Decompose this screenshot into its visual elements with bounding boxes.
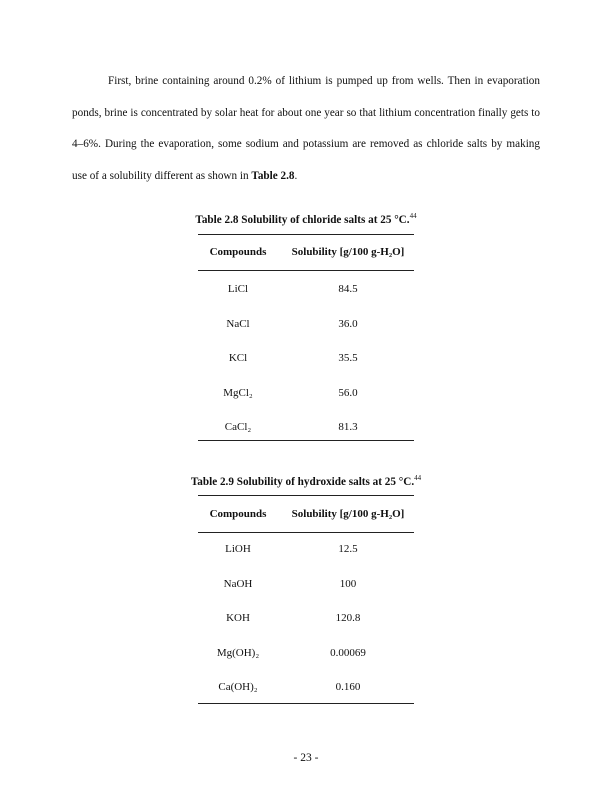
- caption-text: Table 2.9 Solubility of hydroxide salts at 25 °C.: [190, 476, 415, 488]
- solubility-cell: 100: [339, 577, 357, 590]
- compound-cell: LiCl: [227, 283, 249, 295]
- compound-cell: NaOH: [223, 577, 253, 590]
- body-paragraph: [72, 66, 540, 192]
- table-header-rule: [198, 532, 414, 533]
- compound-cell: MgCl₂: [223, 386, 253, 399]
- solubility-cell: 0.00069: [330, 646, 366, 659]
- table-header-rule: [198, 270, 414, 271]
- solubility-cell: 36.0: [338, 317, 358, 330]
- paragraph-text: First, brine containing around 0.2% of lithium is pumped up from wells. Then in evaporation ponds, brine is concentrated by solar heat for about one year so that lithium concentration finally gets to 4–6%. During the evaporation, some sodium and potassium are removed as chloride salts by making use of a solubility different as shown in: [72, 75, 540, 182]
- header-solubility: Solubility [g/100 g-H₂O]: [291, 246, 405, 258]
- compound-cell: Mg(OH)₂: [216, 646, 260, 659]
- table-top-rule: [198, 234, 414, 235]
- caption-text: Table 2.8 Solubility of chloride salts at 25 °C.: [195, 214, 410, 226]
- header-solubility: Solubility [g/100 g-H₂O]: [291, 508, 405, 520]
- paragraph-end: .: [294, 169, 298, 182]
- table-2-9-caption: [0, 474, 612, 488]
- citation-ref: 44: [414, 474, 422, 482]
- table-2-8-caption: [0, 212, 612, 226]
- solubility-cell: 0.160: [335, 681, 361, 694]
- compound-cell: Ca(OH)₂: [218, 681, 258, 694]
- page-number: - 23 -: [293, 752, 319, 764]
- solubility-cell: 84.5: [338, 283, 358, 295]
- solubility-cell: 81.3: [338, 421, 358, 434]
- solubility-cell: 56.0: [338, 386, 358, 399]
- compound-cell: KCl: [228, 352, 248, 365]
- citation-ref: 44: [409, 212, 417, 220]
- table-reference: Table 2.8: [251, 169, 295, 182]
- compound-cell: NaCl: [226, 317, 250, 330]
- solubility-cell: 35.5: [338, 352, 358, 365]
- table-top-rule: [198, 495, 414, 496]
- compound-cell: CaCl₂: [224, 421, 252, 434]
- compound-cell: KOH: [226, 612, 250, 625]
- compound-cell: LiOH: [225, 543, 251, 555]
- table-bottom-rule: [198, 440, 414, 441]
- header-compounds: Compounds: [209, 246, 267, 258]
- header-compounds: Compounds: [209, 508, 267, 520]
- solubility-cell: 120.8: [335, 612, 361, 625]
- solubility-cell: 12.5: [338, 543, 358, 555]
- table-bottom-rule: [198, 703, 414, 704]
